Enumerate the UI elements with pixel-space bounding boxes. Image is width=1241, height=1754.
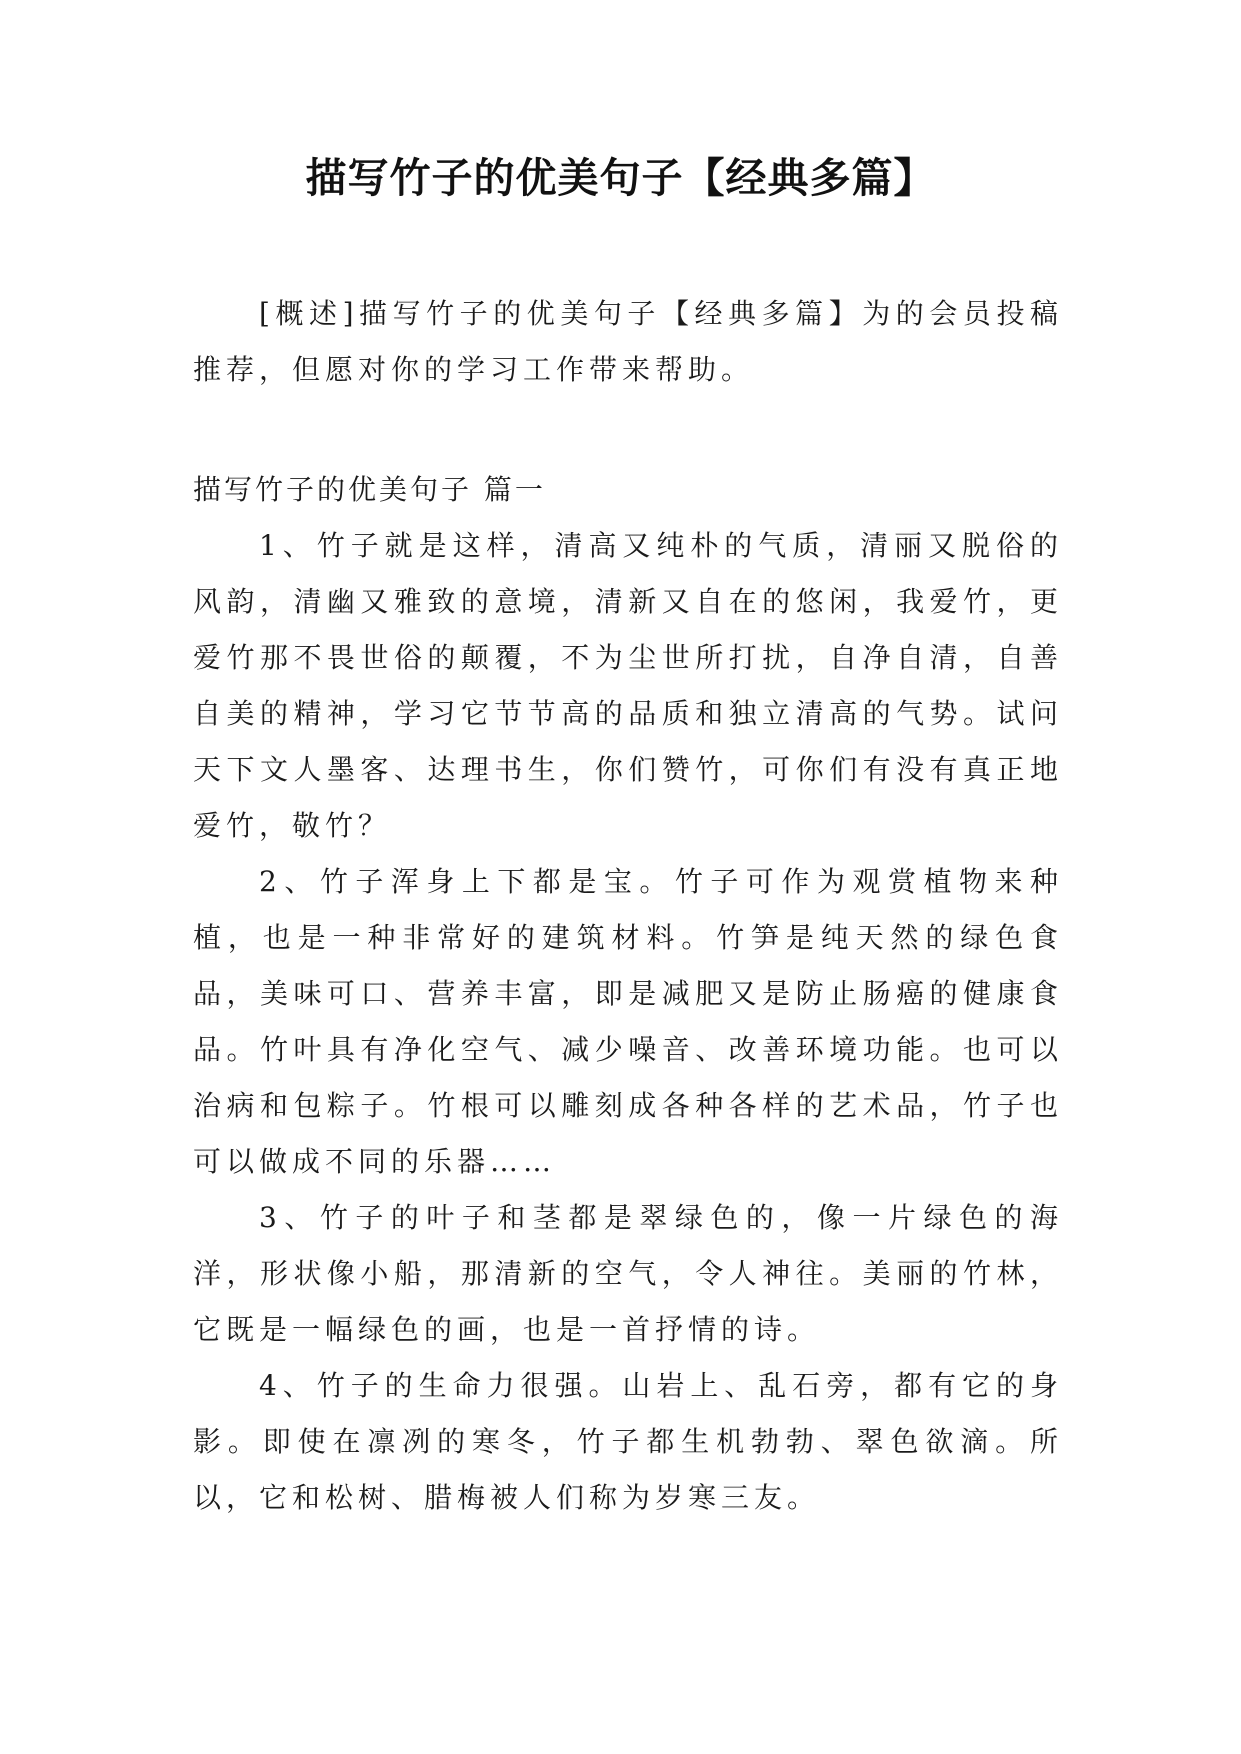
paragraph-list: [193, 518, 1063, 1526]
document-title: 描写竹子的优美句子【经典多篇】: [305, 154, 936, 202]
paragraph-2: 2、竹子浑身上下都是宝。竹子可作为观赏植物来种植，也是一种非常好的建筑材料。竹笋是纯天然的绿色食品，美味可口、营养丰富，即是减肥又是防止肠癌的健康食品。竹叶具有净化空气、减少噪音、改善环境功能。也可以治病和包粽子。竹根可以雕刻成各种各样的艺术品，竹子也可以做成不同的乐器……: [193, 865, 1063, 1178]
paragraph-1: 1、竹子就是这样，清高又纯朴的气质，清丽又脱俗的风韵，清幽又雅致的意境，清新又自在的悠闲，我爱竹，更爱竹那不畏世俗的颠覆，不为尘世所打扰，自净自清，自善自美的精神，学习它节节高的品质和独立清高的气势。试问天下文人墨客、达理书生，你们赞竹，可你们有没有真正地爱竹，敬竹？: [193, 529, 1063, 842]
paragraph-4: 4、竹子的生命力很强。山岩上、乱石旁，都有它的身影。即使在凛冽的寒冬，竹子都生机勃勃、翠色欲滴。所以，它和松树、腊梅被人们称为岁寒三友。: [193, 1369, 1063, 1514]
summary-paragraph: [概述]描写竹子的优美句子【经典多篇】为的会员投稿推荐，但愿对你的学习工作带来帮助。: [193, 297, 1063, 386]
paragraph-3: 3、竹子的叶子和茎都是翠绿色的，像一片绿色的海洋，形状像小船，那清新的空气，令人神往。美丽的竹林，它既是一幅绿色的画，也是一首抒情的诗。: [193, 1201, 1063, 1346]
section-heading: 描写竹子的优美句子 篇一: [193, 473, 546, 506]
summary-block: [193, 286, 1063, 398]
